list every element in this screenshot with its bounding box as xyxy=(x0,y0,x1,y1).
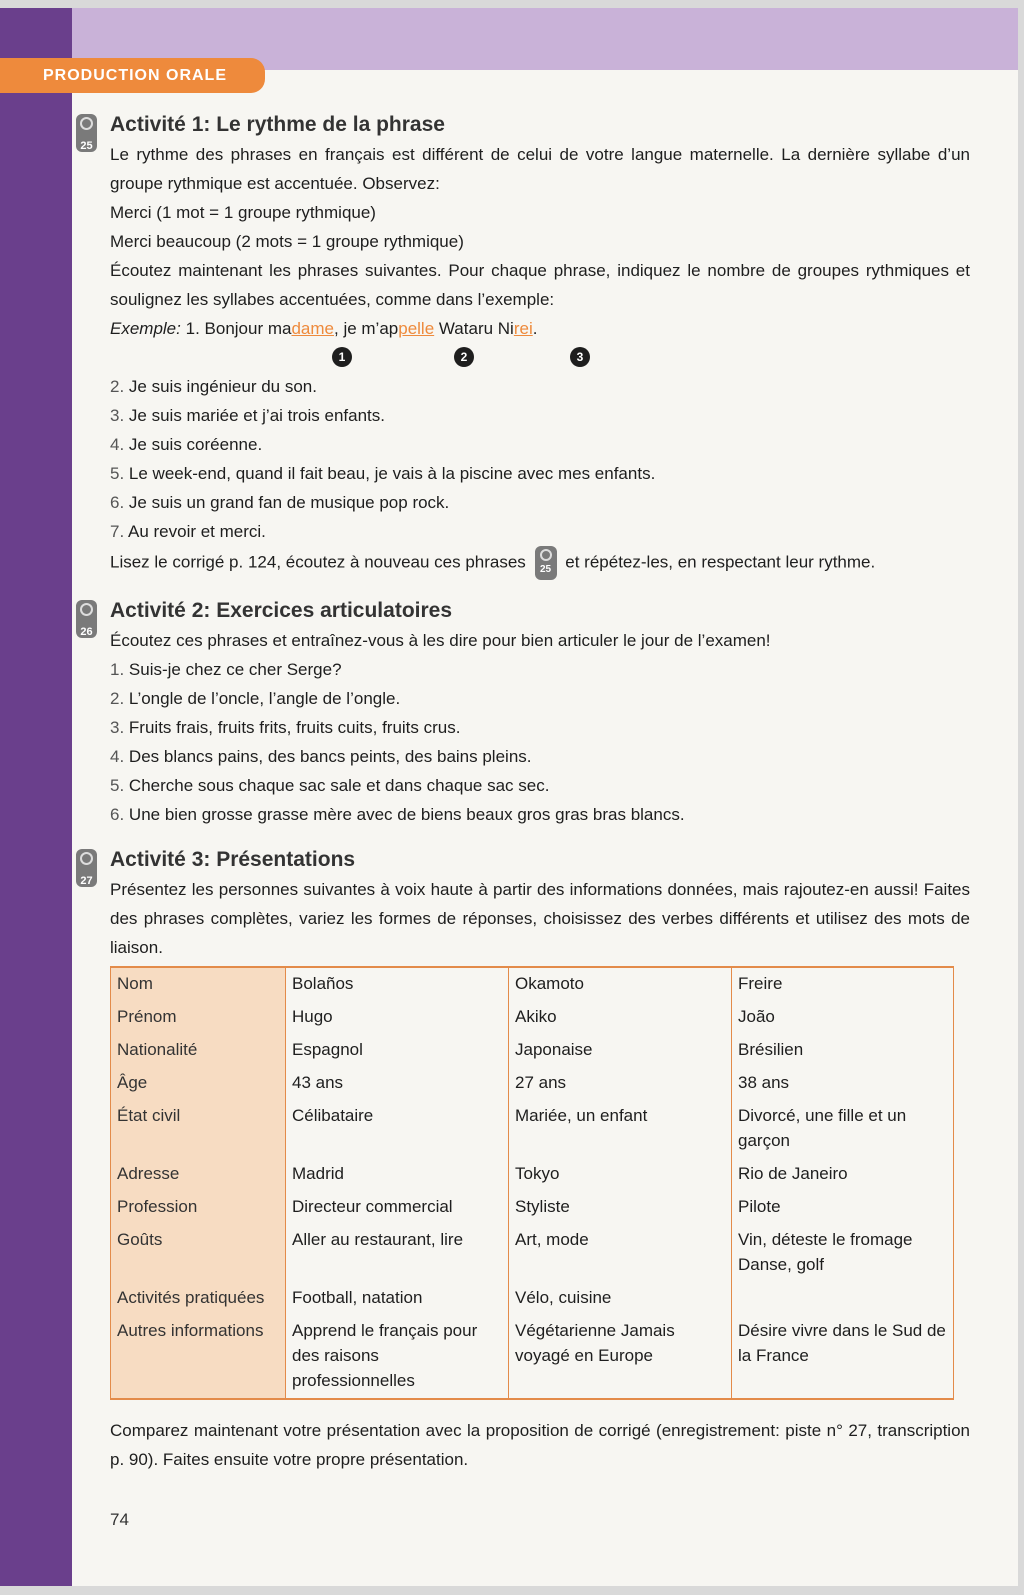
list-item: 1. Suis-je chez ce cher Serge? xyxy=(110,660,342,679)
table-cell: Mariée, un enfant xyxy=(509,1100,732,1158)
list-item: 3. Fruits frais, fruits frits, fruits cuits, fruits crus. xyxy=(110,718,461,737)
table-cell: Brésilien xyxy=(732,1034,954,1067)
table-row xyxy=(111,1224,954,1282)
accented-syllable: pelle xyxy=(398,319,435,338)
rhythm-group-marker: 2 xyxy=(454,347,474,367)
table-cell: Bolaños xyxy=(286,967,509,1001)
row-label: Adresse xyxy=(111,1158,286,1191)
closing-text: Lisez le corrigé p. 124, écoutez à nouveau ces phrases xyxy=(110,552,526,572)
table-cell: Divorcé, une fille et un garçon xyxy=(732,1100,954,1158)
activity3-intro: Présentez les personnes suivantes à voix haute à partir des informations données, mais rajoutez-en aussi! Faites des phrases complètes, variez les formes de réponses, choisissez des verbes différents et utilisez des mots de liaison. xyxy=(110,880,970,957)
table-cell: Madrid xyxy=(286,1158,509,1191)
table-cell: Hugo xyxy=(286,1001,509,1034)
activity2-header xyxy=(80,596,970,638)
row-label: Activités pratiquées xyxy=(111,1282,286,1315)
table-cell: Célibataire xyxy=(286,1100,509,1158)
activity1-example xyxy=(110,314,970,343)
side-band xyxy=(0,8,72,1586)
activity1-observation-1: Merci (1 mot = 1 groupe rythmique) xyxy=(110,203,376,222)
table-cell: Vélo, cuisine xyxy=(509,1282,732,1315)
section-label: PRODUCTION ORALE xyxy=(0,58,265,93)
row-label: État civil xyxy=(111,1100,286,1158)
activity3-header xyxy=(80,845,970,887)
activity1-observation-2: Merci beaucoup (2 mots = 1 groupe rythmique) xyxy=(110,232,464,251)
list-item: 4. Des blancs pains, des bancs peints, des bains pleins. xyxy=(110,747,532,766)
rhythm-group-marker: 3 xyxy=(570,347,590,367)
example-part: Bonjour ma xyxy=(204,319,292,338)
table-row xyxy=(111,1034,954,1067)
list-item: 5. Cherche sous chaque sac sale et dans chaque sac sec. xyxy=(110,776,550,795)
list-item: 4. Je suis coréenne. xyxy=(110,435,263,454)
table-row xyxy=(111,1001,954,1034)
profiles-table xyxy=(110,966,954,1400)
page-number: 74 xyxy=(110,1510,129,1529)
table-cell: Vin, déteste le fromage Danse, golf xyxy=(732,1224,954,1282)
activity3-title: Activité 3: Présentations xyxy=(110,848,356,871)
table-row xyxy=(111,1282,954,1315)
table-cell: Espagnol xyxy=(286,1034,509,1067)
rhythm-group-markers xyxy=(110,343,970,372)
example-part: . xyxy=(532,319,538,338)
activity1-sentence-list xyxy=(110,372,970,546)
table-cell: Végétarienne Jamais voyagé en Europe xyxy=(509,1315,732,1399)
activity2-title: Activité 2: Exercices articulatoires xyxy=(110,599,453,622)
table-cell: Art, mode xyxy=(509,1224,732,1282)
table-row xyxy=(111,967,954,1001)
list-item: 5. Le week-end, quand il fait beau, je vais à la piscine avec mes enfants. xyxy=(110,464,656,483)
accented-syllable: rei xyxy=(513,319,533,338)
rhythm-group-marker: 1 xyxy=(332,347,352,367)
table-cell: Tokyo xyxy=(509,1158,732,1191)
closing-text: et répétez-les, en respectant leur rythme. xyxy=(565,552,876,572)
table-cell: 27 ans xyxy=(509,1067,732,1100)
table-cell: Apprend le français pour des raisons professionnelles xyxy=(286,1315,509,1399)
list-item: 2. L’ongle de l’oncle, l’angle de l’ongle. xyxy=(110,689,401,708)
table-row xyxy=(111,1315,954,1399)
table-row xyxy=(111,1158,954,1191)
activity2-intro: Écoutez ces phrases et entraînez-vous à les dire pour bien articuler le jour de l’examen! xyxy=(110,631,771,650)
table-cell: João xyxy=(732,1001,954,1034)
row-label: Nom xyxy=(111,967,286,1001)
activity1-closing xyxy=(110,546,970,580)
activity3-closing: Comparez maintenant votre présentation avec la proposition de corrigé (enregistrement: piste n° 27, transcription p. 90). Faites ensuite votre propre présentation. xyxy=(110,1421,970,1469)
activity1-header xyxy=(80,110,970,152)
audio-track-icon: 25 xyxy=(76,114,97,152)
table-cell: Freire xyxy=(732,967,954,1001)
example-part: , je m’ap xyxy=(334,319,399,338)
list-item: 3. Je suis mariée et j’ai trois enfants. xyxy=(110,406,385,425)
table-row xyxy=(111,1067,954,1100)
table-row xyxy=(111,1100,954,1158)
example-number: 1. xyxy=(185,319,200,338)
table-cell: Rio de Janeiro xyxy=(732,1158,954,1191)
audio-track-icon: 27 xyxy=(76,849,97,887)
row-label: Prénom xyxy=(111,1001,286,1034)
example-part: Wataru Ni xyxy=(434,319,514,338)
table-cell: Directeur commercial xyxy=(286,1191,509,1224)
table-cell: Okamoto xyxy=(509,967,732,1001)
table-cell: 38 ans xyxy=(732,1067,954,1100)
table-cell xyxy=(732,1282,954,1315)
audio-track-icon: 26 xyxy=(76,600,97,638)
accented-syllable: dame xyxy=(291,319,334,338)
activity1-title: Activité 1: Le rythme de la phrase xyxy=(110,113,445,136)
table-cell: Aller au restaurant, lire xyxy=(286,1224,509,1282)
row-label: Autres informations xyxy=(111,1315,286,1399)
table-cell: Désire vivre dans le Sud de la France xyxy=(732,1315,954,1399)
table-cell: Japonaise xyxy=(509,1034,732,1067)
activity2-sentence-list xyxy=(110,655,970,829)
row-label: Goûts xyxy=(111,1224,286,1282)
table-cell: Akiko xyxy=(509,1001,732,1034)
row-label: Âge xyxy=(111,1067,286,1100)
list-item: 6. Je suis un grand fan de musique pop rock. xyxy=(110,493,450,512)
list-item: 6. Une bien grosse grasse mère avec de biens beaux gros gras bras blancs. xyxy=(110,805,685,824)
table-cell: Pilote xyxy=(732,1191,954,1224)
table-row xyxy=(111,1191,954,1224)
example-label: Exemple: xyxy=(110,319,181,338)
table-cell: Styliste xyxy=(509,1191,732,1224)
audio-track-icon: 25 xyxy=(535,546,557,580)
table-cell: 43 ans xyxy=(286,1067,509,1100)
row-label: Nationalité xyxy=(111,1034,286,1067)
list-item: 7. Au revoir et merci. xyxy=(110,522,266,541)
list-item: 2. Je suis ingénieur du son. xyxy=(110,377,317,396)
activity1-intro: Le rythme des phrases en français est différent de celui de votre langue maternelle. La dernière syllabe d’un groupe rythmique est accentuée. Observez: xyxy=(110,145,970,193)
activity1-instruction: Écoutez maintenant les phrases suivantes. Pour chaque phrase, indiquez le nombre de groupes rythmiques et soulignez les syllabes accentuées, comme dans l’exemple: xyxy=(110,261,970,309)
table-cell: Football, natation xyxy=(286,1282,509,1315)
row-label: Profession xyxy=(111,1191,286,1224)
main-content xyxy=(80,110,970,1474)
